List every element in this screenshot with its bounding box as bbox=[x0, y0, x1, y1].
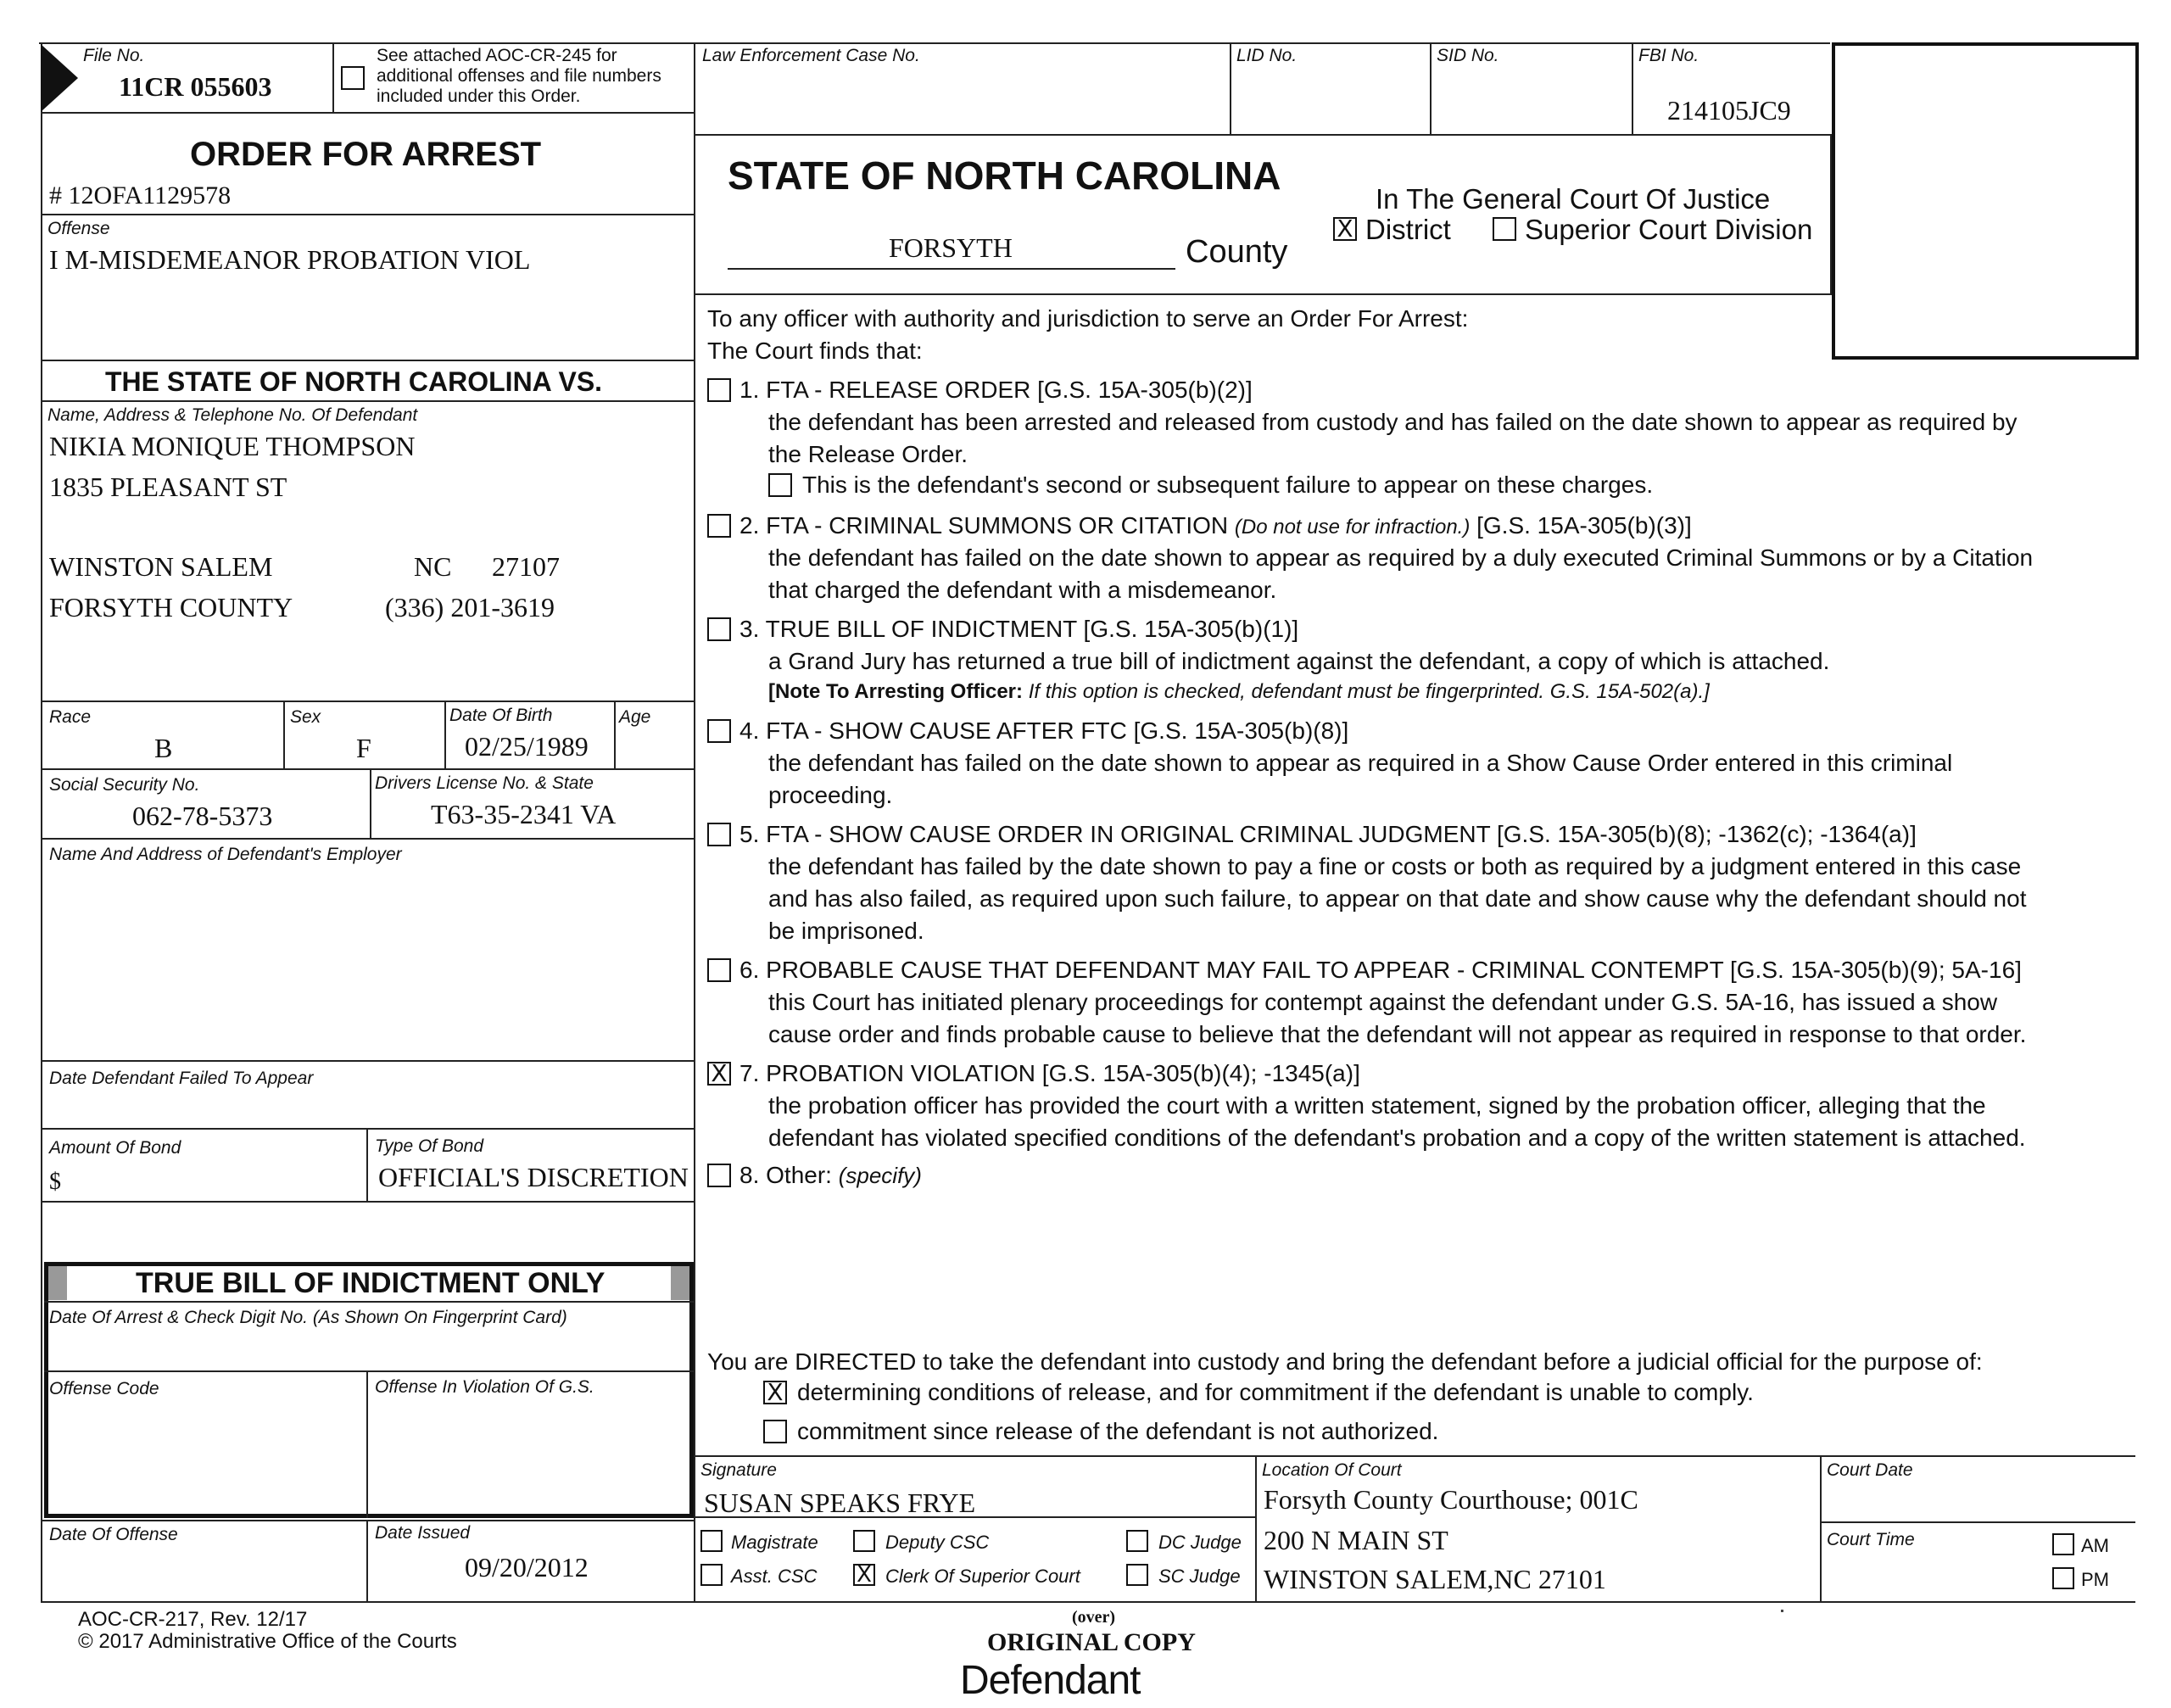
location-line2: 200 N MAIN ST bbox=[1264, 1525, 1448, 1555]
pm-label: PM bbox=[2081, 1569, 2109, 1590]
dl-label: Drivers License No. & State bbox=[375, 773, 594, 793]
form-number: AOC-CR-217, Rev. 12/17 bbox=[78, 1608, 308, 1631]
defendant-copy-label: Defendant bbox=[960, 1658, 1141, 1703]
top-border bbox=[39, 42, 1830, 44]
file-no: 11CR 055603 bbox=[119, 71, 272, 102]
date-of-offense-label: Date Of Offense bbox=[49, 1525, 178, 1544]
left-border bbox=[41, 42, 42, 1603]
finding-8-checkbox[interactable] bbox=[707, 1164, 731, 1187]
dc-judge-checkbox[interactable] bbox=[1126, 1530, 1148, 1552]
finding-5-line: the defendant has failed by the date shown to pay a fine or costs or both as required by a judgment entered in this case bbox=[768, 853, 2022, 879]
date-issued: 09/20/2012 bbox=[465, 1552, 589, 1582]
magistrate-label: Magistrate bbox=[731, 1532, 818, 1553]
clerk-label: Clerk Of Superior Court bbox=[885, 1566, 1080, 1587]
finding-2-title: 2. FTA - CRIMINAL SUMMONS OR CITATION (Do not use for infraction.) [G.S. 15A-305(b)(3)] bbox=[739, 512, 1692, 539]
lid-label: LID No. bbox=[1236, 46, 1298, 65]
superior-checkbox[interactable] bbox=[1493, 217, 1516, 241]
order-no: # 12OFA1129578 bbox=[49, 181, 232, 209]
defendant-county: FORSYTH COUNTY bbox=[49, 592, 293, 622]
true-bill-heading: TRUE BILL OF INDICTMENT ONLY bbox=[136, 1267, 606, 1299]
finding-7-line: defendant has violated specified conditions of the defendant's probation and a copy of the written statement is attached. bbox=[768, 1125, 2026, 1151]
date-of-arrest-label: Date Of Arrest & Check Digit No. (As Shown On Fingerprint Card) bbox=[49, 1308, 567, 1327]
findings-intro-2: The Court finds that: bbox=[707, 338, 923, 364]
district-checkbox[interactable]: X bbox=[1333, 217, 1357, 241]
copyright: © 2017 Administrative Office of the Courts bbox=[78, 1630, 457, 1653]
directed-text: You are DIRECTED to take the defendant into custody and bring the defendant before a judicial official for the purpose of: bbox=[707, 1348, 1983, 1375]
ssn-value: 062-78-5373 bbox=[132, 801, 273, 831]
attached-note: See attached AOC-CR-245 for additional offenses and file numbers included under this Order. bbox=[377, 46, 661, 106]
defendant-state: NC bbox=[414, 551, 452, 582]
defendant-zip: 27107 bbox=[492, 551, 560, 582]
sex-label: Sex bbox=[290, 707, 321, 727]
fbi-no: 214105JC9 bbox=[1667, 95, 1791, 126]
finding-1-title: 1. FTA - RELEASE ORDER [G.S. 15A-305(b)(2)] bbox=[739, 377, 1253, 403]
finding-1-line: the Release Order. bbox=[768, 441, 968, 467]
fbi-label: FBI No. bbox=[1638, 46, 1699, 65]
dob-value: 02/25/1989 bbox=[465, 731, 589, 762]
photo-box bbox=[1832, 42, 2139, 360]
deputy-csc-checkbox[interactable] bbox=[853, 1530, 875, 1552]
finding-5-checkbox[interactable] bbox=[707, 823, 731, 846]
order-title: ORDER FOR ARREST bbox=[190, 136, 542, 173]
district-label: District bbox=[1365, 214, 1451, 245]
dob-label: Date Of Birth bbox=[449, 706, 553, 725]
center-divider bbox=[694, 42, 695, 1603]
finding-3-line: a Grand Jury has returned a true bill of indictment against the defendant, a copy of which is attached. bbox=[768, 648, 1830, 674]
defendant-name-label: Name, Address & Telephone No. Of Defendant bbox=[47, 405, 418, 425]
offense-code-label: Offense Code bbox=[49, 1379, 159, 1398]
vs-heading: THE STATE OF NORTH CAROLINA VS. bbox=[105, 366, 603, 397]
findings-intro-1: To any officer with authority and jurisdiction to serve an Order For Arrest: bbox=[707, 305, 1469, 332]
finding-2-line: that charged the defendant with a misdemeanor. bbox=[768, 577, 1277, 603]
pm-checkbox[interactable] bbox=[2052, 1567, 2074, 1589]
location-line3: WINSTON SALEM,NC 27101 bbox=[1264, 1564, 1606, 1594]
law-case-label: Law Enforcement Case No. bbox=[702, 46, 920, 65]
sc-judge-checkbox[interactable] bbox=[1126, 1564, 1148, 1586]
defendant-city: WINSTON SALEM bbox=[49, 551, 273, 582]
county-label: County bbox=[1186, 234, 1288, 270]
finding-1-sub-checkbox[interactable] bbox=[768, 473, 792, 497]
finding-4-line: the defendant has failed on the date shown to appear as required in a Show Cause Order entered in this criminal bbox=[768, 750, 1953, 776]
finding-5-title: 5. FTA - SHOW CAUSE ORDER IN ORIGINAL CRIMINAL JUDGMENT [G.S. 15A-305(b)(8); -1362(c); -1364(a)] bbox=[739, 821, 1917, 847]
employer-label: Name And Address of Defendant's Employer bbox=[49, 845, 402, 864]
bond-amount-label: Amount Of Bond bbox=[49, 1138, 181, 1158]
defendant-name: NIKIA MONIQUE THOMPSON bbox=[49, 431, 416, 461]
sex-value: F bbox=[356, 733, 371, 763]
court-date-label: Court Date bbox=[1827, 1460, 1913, 1480]
magistrate-checkbox[interactable] bbox=[700, 1530, 723, 1552]
ssn-label: Social Security No. bbox=[49, 775, 200, 795]
location-line1: Forsyth County Courthouse; 001C bbox=[1264, 1484, 1638, 1515]
directed-opt1-checkbox[interactable]: X bbox=[763, 1381, 787, 1404]
finding-2-line: the defendant has failed on the date shown to appear as required by a duly executed Criminal Summons or by a Citation bbox=[768, 544, 2034, 571]
original-copy: ORIGINAL COPY bbox=[987, 1628, 1196, 1656]
offense-value: I M-MISDEMEANOR PROBATION VIOL bbox=[49, 244, 531, 275]
finding-4-checkbox[interactable] bbox=[707, 719, 731, 743]
finding-4-title: 4. FTA - SHOW CAUSE AFTER FTC [G.S. 15A-305(b)(8)] bbox=[739, 717, 1349, 744]
finding-4-line: proceeding. bbox=[768, 782, 893, 808]
finding-3-checkbox[interactable] bbox=[707, 617, 731, 641]
attached-aoc-checkbox[interactable] bbox=[341, 66, 365, 90]
finding-7-line: the probation officer has provided the court with a written statement, signed by the probation officer, alleging that the bbox=[768, 1092, 1986, 1119]
signature-label: Signature bbox=[700, 1460, 777, 1480]
superior-label: Superior Court Division bbox=[1525, 214, 1813, 245]
directed-opt2: commitment since release of the defendant is not authorized. bbox=[797, 1418, 1439, 1444]
dl-value: T63-35-2341 VA bbox=[431, 799, 617, 829]
bond-type-label: Type Of Bond bbox=[375, 1136, 484, 1156]
defendant-street: 1835 PLEASANT ST bbox=[49, 472, 287, 502]
directed-opt2-checkbox[interactable] bbox=[763, 1420, 787, 1443]
violation-label: Offense In Violation Of G.S. bbox=[375, 1377, 594, 1397]
asst-csc-label: Asst. CSC bbox=[731, 1566, 818, 1587]
finding-6-checkbox[interactable] bbox=[707, 958, 731, 982]
location-label: Location Of Court bbox=[1262, 1460, 1402, 1480]
dc-judge-label: DC Judge bbox=[1158, 1532, 1242, 1553]
offense-label: Offense bbox=[47, 219, 110, 238]
finding-1-checkbox[interactable] bbox=[707, 378, 731, 402]
sc-judge-label: SC Judge bbox=[1158, 1566, 1241, 1587]
finding-1-sub: This is the defendant's second or subsequent failure to appear on these charges. bbox=[802, 472, 1654, 498]
bond-type: OFFICIAL'S DISCRETION bbox=[378, 1162, 689, 1192]
finding-5-line: be imprisoned. bbox=[768, 918, 924, 944]
directed-opt1: determining conditions of release, and for commitment if the defendant is unable to comply. bbox=[797, 1379, 1754, 1405]
file-no-label: File No. bbox=[83, 46, 145, 65]
asst-csc-checkbox[interactable] bbox=[700, 1564, 723, 1586]
defendant-phone: (336) 201-3619 bbox=[385, 592, 555, 622]
finding-3-note: [Note To Arresting Officer: If this option is checked, defendant must be fingerprinted. G.S. 15A-502(a).] bbox=[768, 680, 1710, 703]
age-label: Age bbox=[619, 707, 651, 727]
am-label: AM bbox=[2081, 1535, 2109, 1556]
finding-2-checkbox[interactable] bbox=[707, 514, 731, 538]
finding-8-title: 8. Other: (specify) bbox=[739, 1162, 922, 1188]
general-court-label: In The General Court Of Justice bbox=[1376, 183, 1771, 215]
corner-arrow-icon bbox=[41, 44, 78, 112]
race-value: B bbox=[154, 733, 173, 763]
deputy-csc-label: Deputy CSC bbox=[885, 1532, 990, 1553]
date-issued-label: Date Issued bbox=[375, 1523, 471, 1543]
signature-name: SUSAN SPEAKS FRYE bbox=[704, 1488, 976, 1518]
failed-to-appear-label: Date Defendant Failed To Appear bbox=[49, 1069, 314, 1088]
finding-6-line: this Court has initiated plenary proceedings for contempt against the defendant under G.S. 5A-16, has issued a show bbox=[768, 989, 1998, 1015]
finding-6-title: 6. PROBABLE CAUSE THAT DEFENDANT MAY FAIL TO APPEAR - CRIMINAL CONTEMPT [G.S. 15A-305(b)(9); 5A-16] bbox=[739, 957, 2022, 983]
finding-1-line: the defendant has been arrested and released from custody and has failed on the date shown to appear as required by bbox=[768, 409, 2018, 435]
over-note: (over) bbox=[1072, 1608, 1116, 1627]
finding-5-line: and has also failed, as required upon such failure, to appear on that date and show cause why the defendant should not bbox=[768, 885, 2027, 912]
sid-label: SID No. bbox=[1437, 46, 1499, 65]
finding-3-title: 3. TRUE BILL OF INDICTMENT [G.S. 15A-305(b)(1)] bbox=[739, 616, 1299, 642]
finding-7-title: 7. PROBATION VIOLATION [G.S. 15A-305(b)(4); -1345(a)] bbox=[739, 1060, 1360, 1086]
bond-amount: $ bbox=[49, 1169, 61, 1195]
clerk-checkbox[interactable]: X bbox=[853, 1564, 875, 1586]
am-checkbox[interactable] bbox=[2052, 1533, 2074, 1555]
finding-6-line: cause order and finds probable cause to believe that the defendant will not appear as required in response to that order. bbox=[768, 1021, 2027, 1047]
court-time-label: Court Time bbox=[1827, 1530, 1915, 1549]
race-label: Race bbox=[49, 707, 92, 727]
county-name: FORSYTH bbox=[889, 232, 1013, 263]
state-title: STATE OF NORTH CAROLINA bbox=[728, 153, 1281, 198]
finding-7-checkbox[interactable]: X bbox=[707, 1062, 731, 1086]
